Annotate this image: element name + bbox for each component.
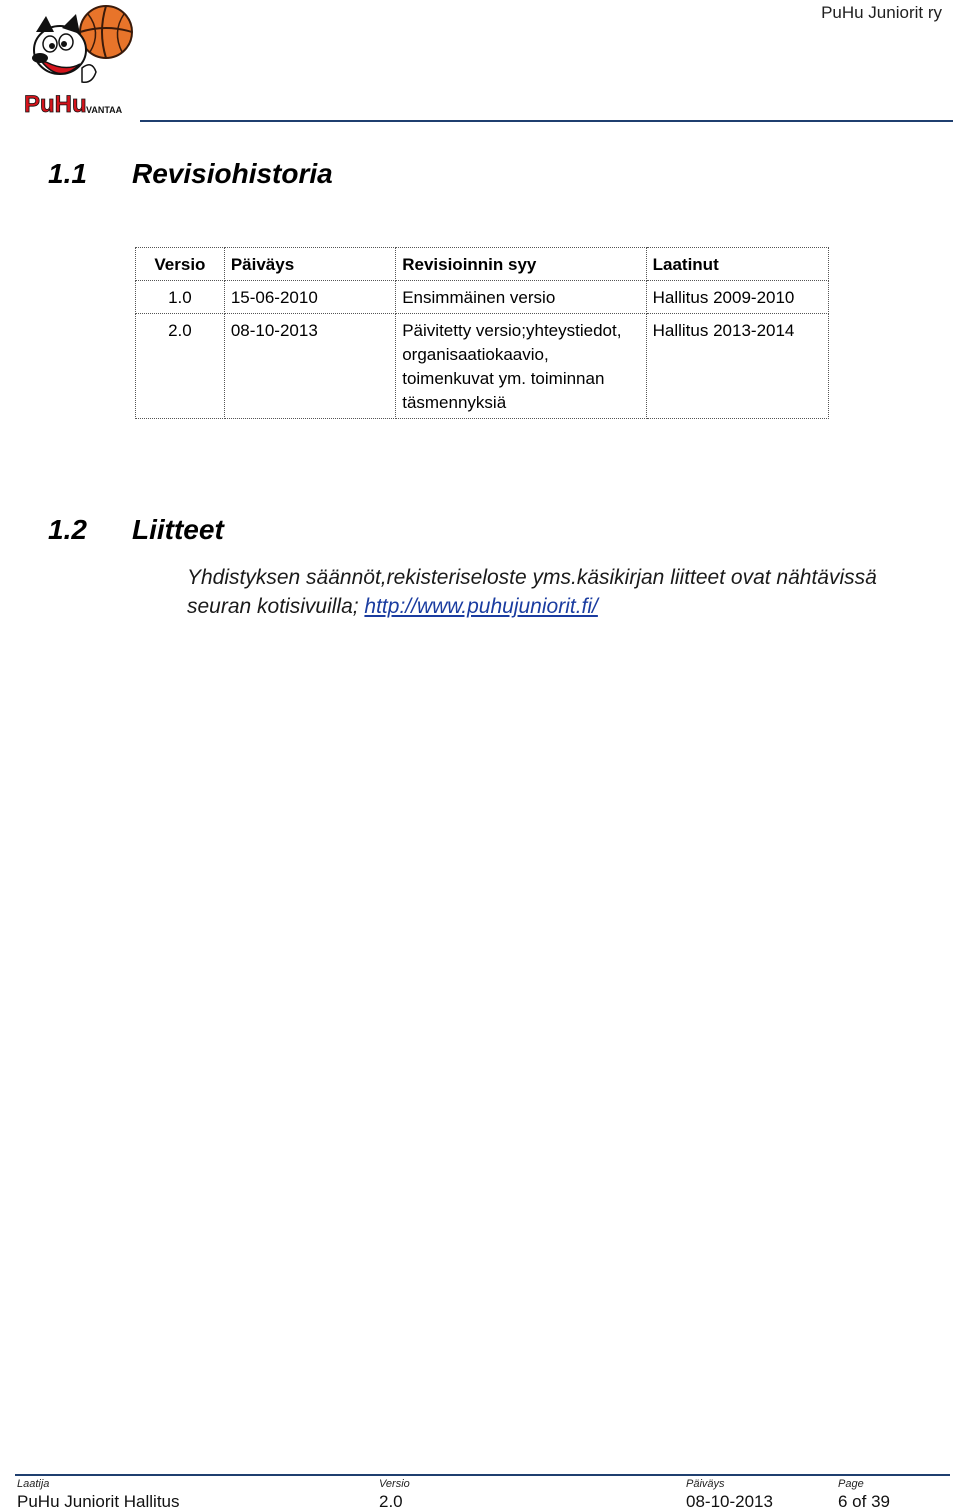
table-cell: Hallitus 2009-2010 [646, 281, 828, 314]
footer-page-label: Page [838, 1478, 864, 1490]
table-cell: 15-06-2010 [224, 281, 395, 314]
table-cell: 1.0 [136, 281, 225, 314]
organization-name: PuHu Juniorit ry [821, 3, 942, 22]
revision-history-table [135, 247, 829, 419]
section-heading-revision-history [48, 158, 333, 190]
section-number: 1.1 [48, 158, 87, 189]
table-header-row [136, 248, 829, 281]
table-cell: Päivitetty versio;yhteystiedot, organisaatiokaavio, toimenkuvat ym. toiminnan täsmennyksiä [396, 314, 646, 419]
table-cell: Ensimmäinen versio [396, 281, 646, 314]
header-divider [140, 120, 953, 122]
section-number: 1.2 [48, 514, 87, 545]
table-cell: Hallitus 2013-2014 [646, 314, 828, 419]
table-cell: 2.0 [136, 314, 225, 419]
footer-date: 08-10-2013 [686, 1492, 773, 1511]
column-header-author: Laatinut [646, 248, 828, 281]
footer-version-label: Versio [379, 1478, 410, 1490]
section-title: Liitteet [132, 514, 224, 545]
club-website-link[interactable]: http://www.puhujuniorit.fi/ [364, 595, 598, 618]
column-header-version: Versio [136, 248, 225, 281]
table-cell: 08-10-2013 [224, 314, 395, 419]
footer-author-label: Laatija [17, 1478, 50, 1490]
svg-text:PuHu: PuHu [24, 91, 87, 118]
attachments-text: Yhdistyksen säännöt,rekisteriseloste yms.käsikirjan liitteet ovat nähtävissä seuran kotisivuilla; [187, 566, 877, 618]
puhu-vantaa-logo [22, 2, 134, 118]
column-header-date: Päiväys [224, 248, 395, 281]
footer-page-number: 6 of 39 [838, 1492, 890, 1511]
table-row [136, 314, 829, 419]
footer-version: 2.0 [379, 1492, 403, 1511]
footer-date-label: Päiväys [686, 1478, 725, 1490]
footer-author: PuHu Juniorit Hallitus [17, 1492, 180, 1511]
footer-divider [15, 1474, 950, 1476]
attachments-paragraph [187, 563, 927, 621]
column-header-reason: Revisioinnin syy [396, 248, 646, 281]
table-row [136, 281, 829, 314]
svg-text:VANTAA: VANTAA [86, 105, 123, 115]
section-heading-attachments [48, 514, 224, 546]
section-title: Revisiohistoria [132, 158, 333, 189]
